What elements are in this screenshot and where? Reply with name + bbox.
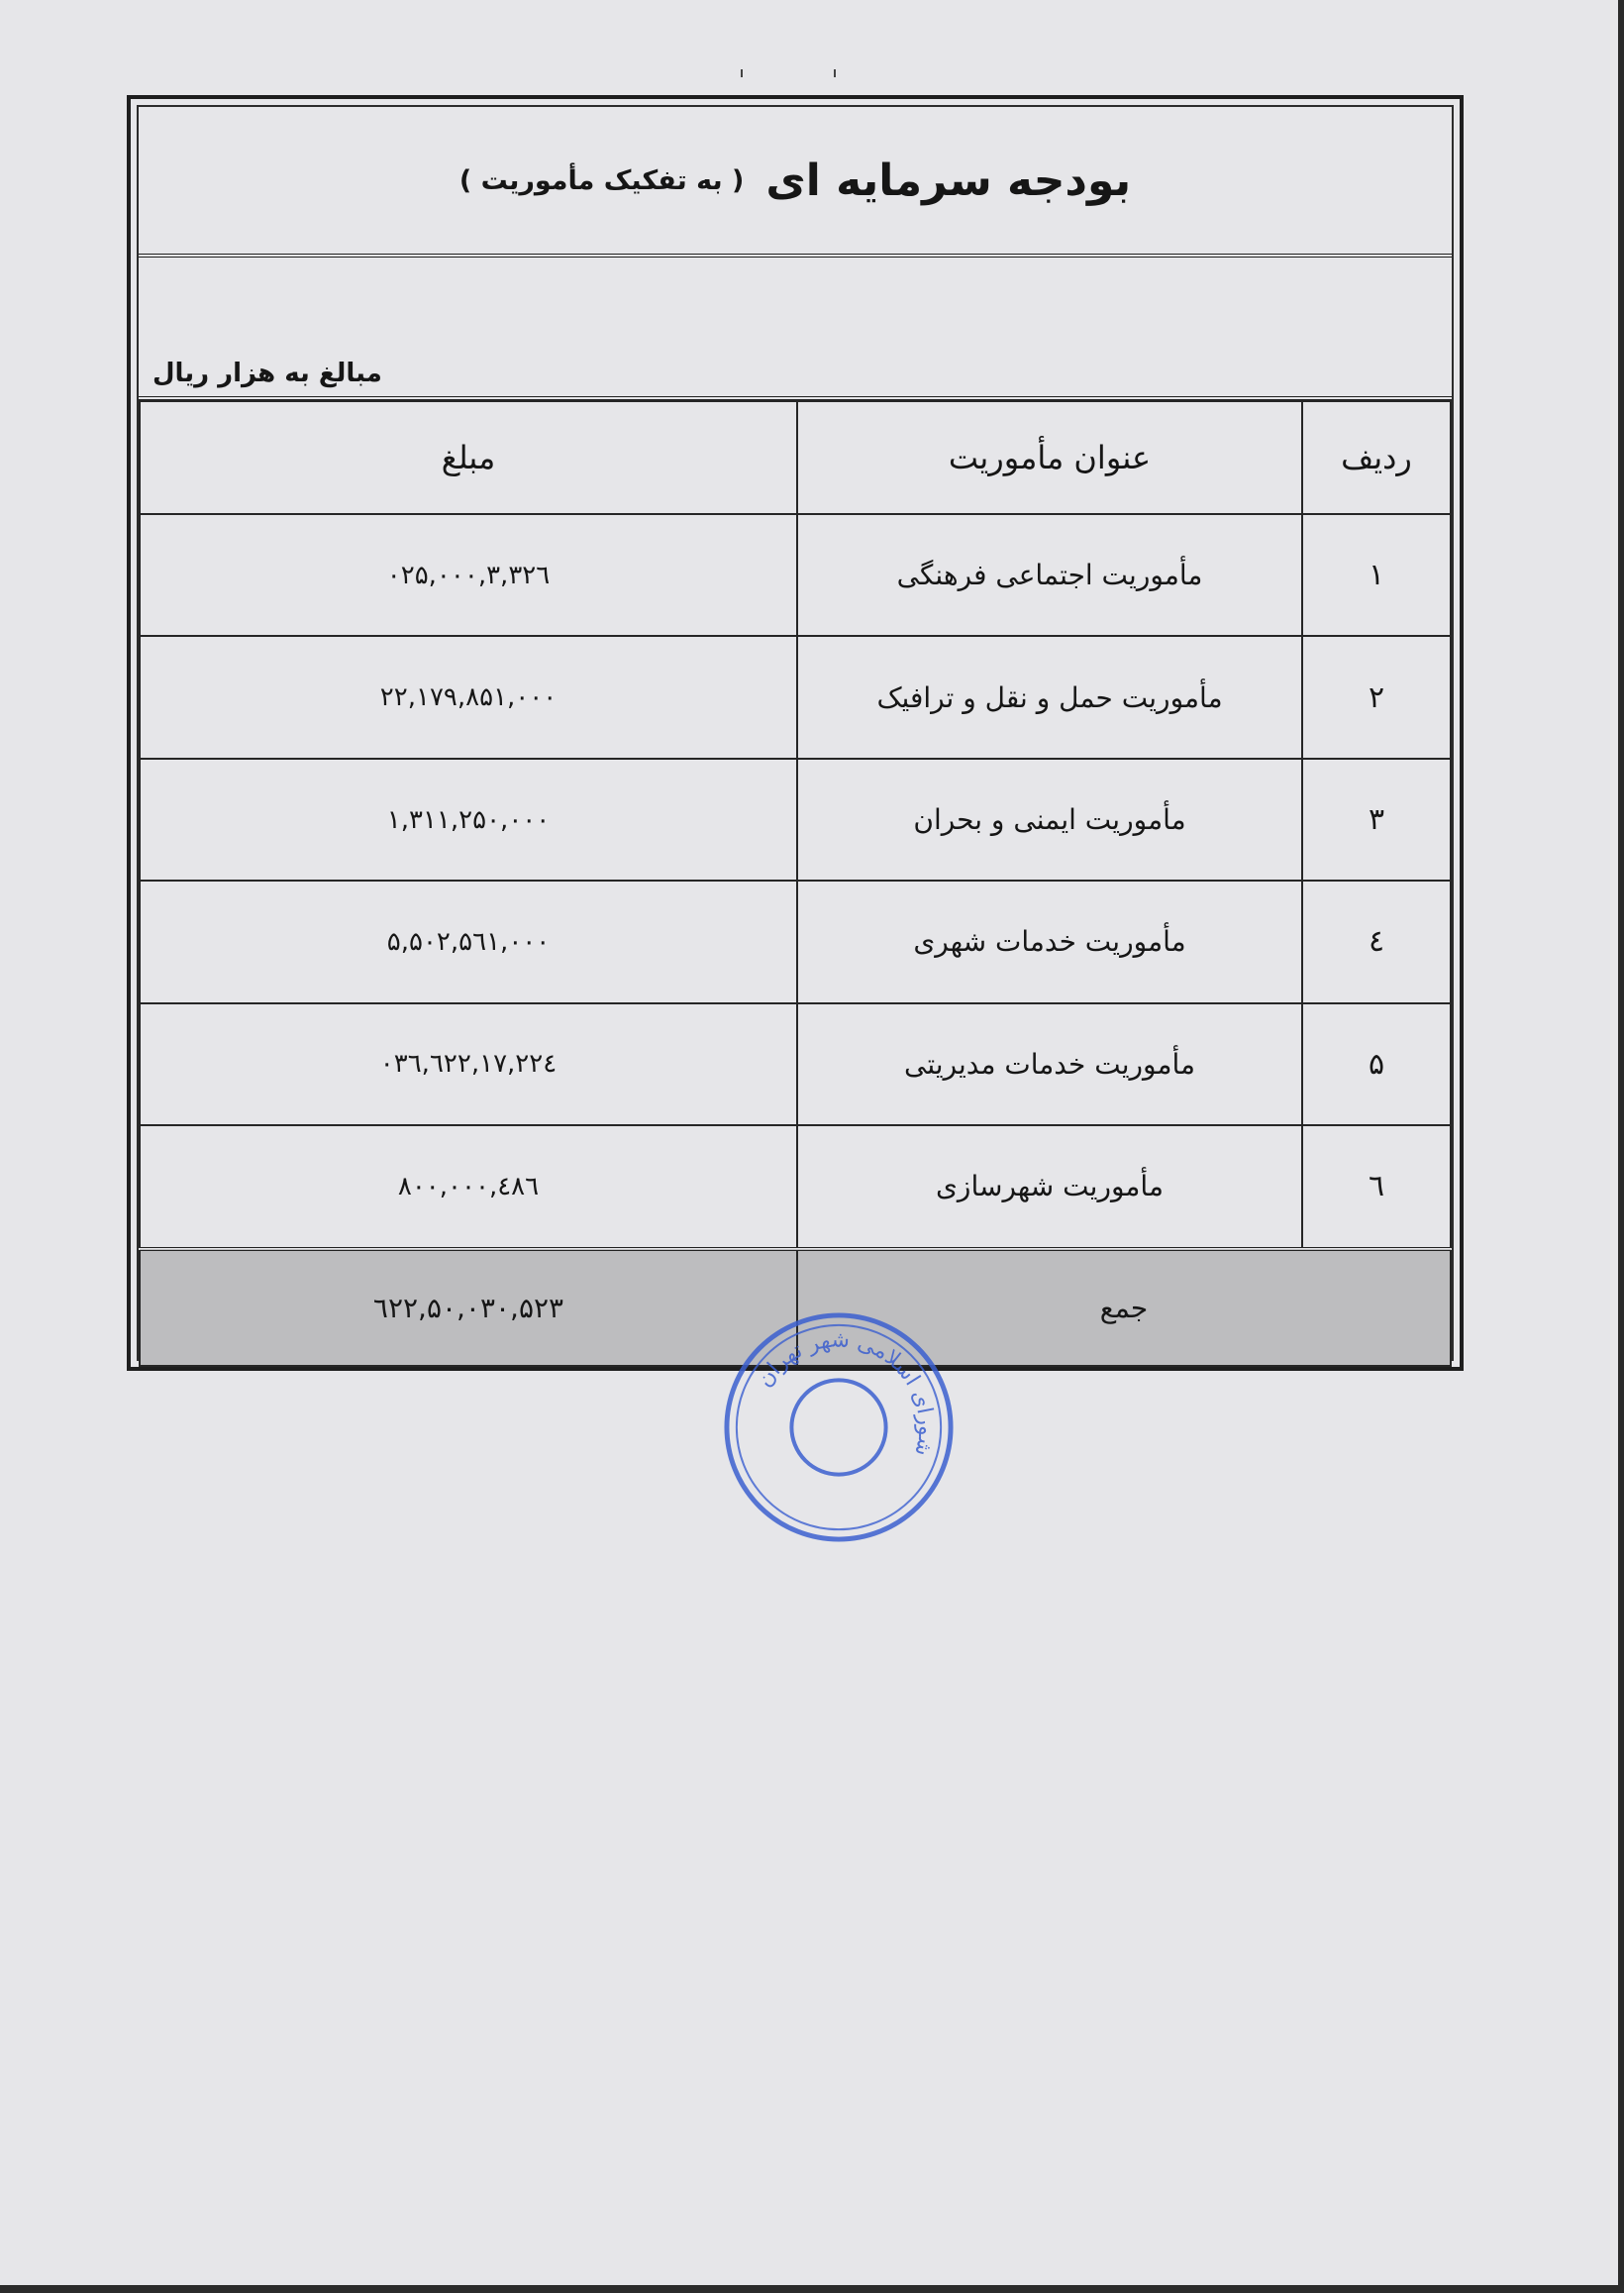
- total-label: جمع: [797, 1249, 1451, 1366]
- row-amount: ٤۸٦,۸۰۰,۰۰۰: [140, 1125, 797, 1248]
- total-amount: ۵۰,۰۳۰,۵۲۳,٦۲۲: [140, 1249, 797, 1366]
- table-row: [140, 636, 1451, 758]
- svg-text:شورای اسلامی شهر تهران: [753, 1327, 939, 1458]
- row-amount: ۵,۵۰۲,۵٦۱,۰۰۰: [140, 881, 797, 1002]
- row-index: ۱: [1302, 514, 1451, 636]
- row-mission: مأموریت حمل و نقل و ترافیک: [797, 636, 1302, 758]
- row-mission: مأموریت خدمات شهری: [797, 881, 1302, 1002]
- council-stamp-icon: [721, 1309, 957, 1545]
- row-mission: مأموریت اجتماعی فرهنگی: [797, 514, 1302, 636]
- row-amount: ۱۷,۲۲٤,۰۳٦,٦۲۲: [140, 1003, 797, 1125]
- budget-document: [127, 95, 1464, 1371]
- unit-note: مبالغ به هزار ریال: [152, 359, 382, 388]
- row-mission: مأموریت ایمنی و بحران: [797, 759, 1302, 881]
- scan-mark: [834, 69, 836, 77]
- table-row: [140, 514, 1451, 636]
- table-row: [140, 1003, 1451, 1125]
- row-mission: مأموریت خدمات مدیریتی: [797, 1003, 1302, 1125]
- scan-bottom-edge: [0, 2285, 1624, 2293]
- document-title: بودجه سرمایه ای: [765, 155, 1132, 206]
- row-index: ۲: [1302, 636, 1451, 758]
- row-index: ٦: [1302, 1125, 1451, 1248]
- row-index: ۳: [1302, 759, 1451, 881]
- column-header-index: ردیف: [1302, 401, 1451, 514]
- row-amount: ۲۲,۱۷۹,۸۵۱,۰۰۰: [140, 636, 797, 758]
- row-index: ٤: [1302, 881, 1451, 1002]
- table-row: [140, 881, 1451, 1002]
- table-header-row: [140, 401, 1451, 514]
- row-amount: ۳,۳۲٦,۰۲۵,۰۰۰: [140, 514, 797, 636]
- row-index: ۵: [1302, 1003, 1451, 1125]
- title-band: [139, 107, 1452, 258]
- stamp-text: شورای اسلامی شهر تهران: [752, 1327, 939, 1459]
- column-header-amount: مبلغ: [140, 401, 797, 514]
- budget-table: [139, 400, 1452, 1367]
- scan-mark: [741, 69, 743, 77]
- table-row: [140, 759, 1451, 881]
- table-row: [140, 1125, 1451, 1248]
- column-header-mission: عنوان مأموریت: [797, 401, 1302, 514]
- unit-band: [139, 258, 1452, 400]
- row-mission: مأموریت شهرسازی: [797, 1125, 1302, 1248]
- row-amount: ۱,۳۱۱,۲۵۰,۰۰۰: [140, 759, 797, 881]
- document-subtitle: ( به تفکیک مأموریت ): [458, 164, 745, 196]
- document-frame: [137, 105, 1454, 1361]
